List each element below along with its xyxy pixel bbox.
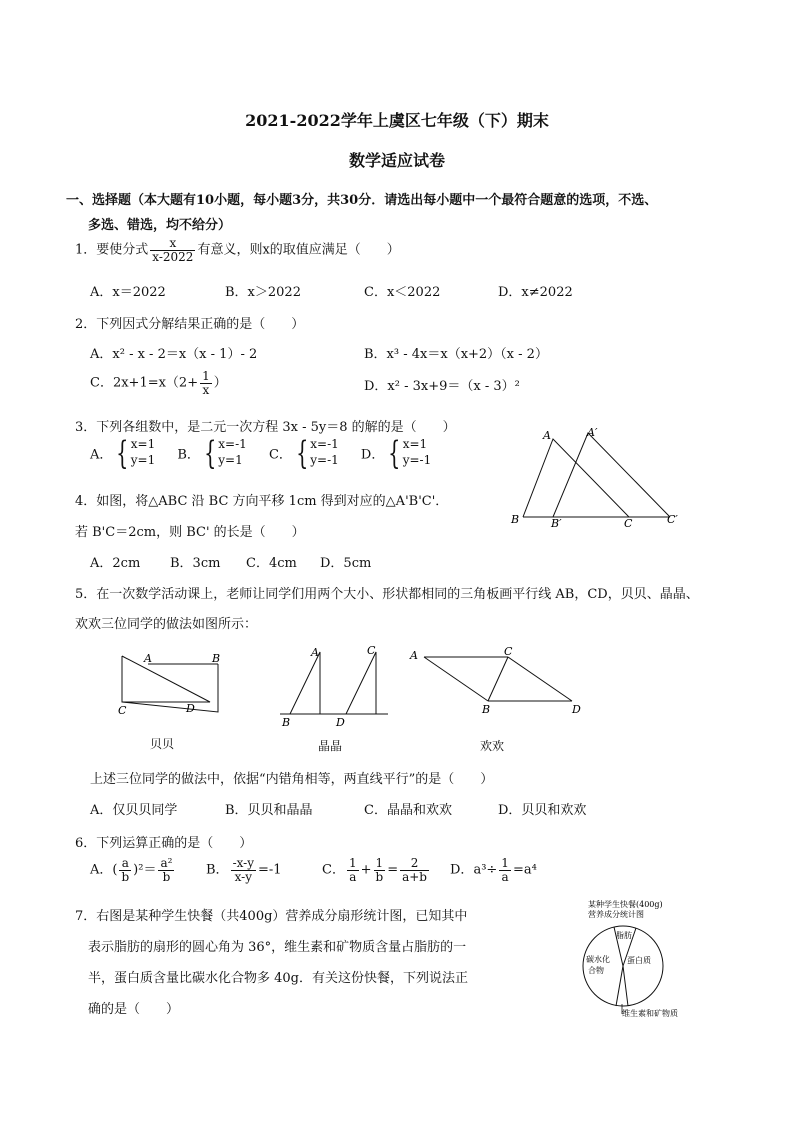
q7-stem-l3: 半，蛋白质含量比碳水化合物多 40g．有关这份快餐，下列说法正 — [88, 971, 468, 986]
q2-option-b: B．x³ - 4x＝x（x+2）（x - 2） — [364, 347, 548, 362]
q6-c-1-den: a — [349, 869, 357, 884]
q3-a-system — [131, 437, 155, 468]
q3-c-eq1: x=-1 — [310, 437, 339, 452]
beibei-label-c: C — [118, 704, 127, 717]
huanhuan-label-d: D — [572, 703, 581, 716]
q5-stem-cont: 欢欢三位同学的做法如图所示： — [75, 617, 258, 632]
q7-stem-l2: 表示脂肪的扇形的圆心角为 36°，维生素和矿物质含量占脂肪的一 — [88, 940, 467, 955]
q3-b-eq2: y=1 — [218, 453, 243, 467]
pie-divider-3 — [623, 966, 628, 1006]
brace-icon: { — [388, 434, 401, 472]
q6-d-num: 1 — [501, 856, 509, 870]
pie-divider-4 — [616, 966, 623, 1006]
beibei-caption: 贝贝 — [150, 737, 175, 751]
q3-c-label: C． — [268, 447, 292, 463]
slice-label-vitamin: 维生素和矿物质 — [622, 1009, 678, 1018]
q6-d-label: D． — [450, 862, 474, 878]
huanhuan-figure — [406, 645, 586, 717]
section-heading-cont: 多选、错选，均不给分） — [88, 218, 232, 233]
q1-frac-den: x-2022 — [152, 249, 194, 264]
triangle-abc — [523, 439, 629, 517]
q6-option-b — [206, 857, 282, 883]
q1-fraction — [150, 237, 195, 263]
label-b-prime: B′ — [551, 517, 562, 530]
q1-stem-pre: 1．要使分式 — [75, 242, 149, 258]
jingjing-triangle-2 — [346, 652, 376, 714]
huanhuan-label-c: C — [504, 645, 513, 658]
q2-optc-post: ） — [213, 375, 227, 391]
q6-c-plus: + — [360, 862, 372, 878]
q6-b-den: x-y — [234, 869, 252, 884]
jingjing-label-c: C — [367, 644, 376, 657]
label-a-prime: A′ — [587, 426, 598, 439]
q3-d-eq2: y=-1 — [402, 453, 432, 467]
q6-a-res-num: a² — [160, 856, 173, 870]
huanhuan-label-a: A — [410, 649, 418, 662]
q6-c-eq: = — [387, 862, 399, 878]
exam-title: 2021-2022学年上虞区七年级（下）期末 — [245, 111, 549, 130]
q6-c-label: C． — [322, 862, 345, 878]
q5-question: 上述三位同学的做法中，依据“内错角相等，两直线平行”的是（ ） — [90, 772, 494, 787]
q3-a-eq1: x=1 — [130, 437, 156, 452]
q1-frac-num: x — [150, 237, 195, 251]
q5-option-c: C．晶晶和欢欢 — [364, 803, 452, 818]
q3-b-label: B． — [177, 447, 200, 463]
label-b: B — [511, 513, 520, 526]
beibei-label-a: A — [144, 652, 152, 665]
pie-title-l1: 某种学生快餐(400g) — [588, 900, 663, 909]
q6-option-d — [450, 857, 537, 883]
q6-c-frac3 — [400, 857, 429, 883]
section-heading: 一、选择题（本大题有10小题，每小题3分，共30分．请选出每小题中一个最符合题意的选项，不选、 — [66, 193, 658, 208]
q6-d-result: =a⁴ — [512, 862, 537, 878]
q6-c-frac1 — [347, 857, 359, 883]
label-c-prime: C′ — [667, 513, 678, 526]
q5-option-a: A．仅贝贝同学 — [90, 803, 178, 818]
q1-option-c: C．x＜2022 — [364, 285, 441, 300]
jingjing-label-a: A — [311, 646, 319, 659]
slice-label-carb-l2: 合物 — [588, 966, 604, 975]
q6-a-result — [158, 857, 174, 883]
exam-subtitle: 数学适应试卷 — [348, 151, 445, 170]
q4-stem-cont: 若 B'C＝2cm，则 BC' 的长是（ ） — [75, 525, 305, 540]
q6-a-base-num: a — [119, 857, 131, 871]
q6-option-c — [322, 857, 431, 883]
q3-option-a — [90, 434, 156, 472]
nutrition-pie-chart — [578, 896, 708, 1024]
q6-d-pre: a³÷ — [473, 862, 498, 878]
brace-icon: { — [116, 434, 129, 472]
q5-stem: 5．在一次数学活动课上，老师让同学们用两个大小、形状都相同的三角板画平行线 AB，CD，贝贝、晶晶、 — [75, 587, 699, 602]
q6-a-label: A． — [90, 862, 113, 878]
huanhuan-caption: 欢欢 — [480, 739, 505, 753]
beibei-label-b: B — [212, 652, 221, 665]
beibei-triangle-1 — [122, 656, 210, 702]
q6-c-2-num: 1 — [374, 857, 386, 871]
q6-a-eq: ²＝ — [138, 862, 157, 878]
q1-option-a: A．x＝2022 — [90, 285, 166, 300]
q6-b-num: -x-y — [232, 856, 255, 870]
q6-d-fraction — [499, 857, 511, 883]
q6-c-2-den: b — [375, 869, 384, 884]
q7-stem-l1: 7．右图是某种学生快餐（共400g）营养成分扇形统计图，已知其中 — [75, 909, 468, 924]
q1-stem-post: 有意义，则x的取值应满足（ ） — [197, 242, 400, 258]
q3-stem: 3．下列各组数中，是二元一次方程 3x - 5y＝8 的解的是（ ） — [75, 420, 456, 435]
q6-a-base — [119, 857, 131, 883]
label-c: C — [624, 517, 633, 530]
q2-option-d: D．x² - 3x+9＝（x - 3）² — [364, 379, 520, 394]
q3-d-eq1: x=1 — [402, 437, 428, 452]
q3-a-eq2: y=1 — [130, 453, 156, 467]
q5-option-d: D．贝贝和欢欢 — [498, 803, 587, 818]
triangle-a2b2c2 — [553, 433, 670, 517]
q3-b-system — [218, 437, 247, 468]
pie-title-l2: 营养成分统计图 — [588, 910, 644, 919]
slice-label-protein: 蛋白质 — [627, 956, 651, 965]
translation-triangle-figure — [505, 425, 685, 530]
q6-c-3-num: 2 — [400, 857, 429, 871]
q2-optc-pre: C．2x+1=x（2+ — [90, 375, 199, 391]
beibei-label-d: D — [186, 702, 195, 715]
q6-d-den: a — [501, 869, 509, 884]
q6-option-a: A．( $\frac{a}{b}$ )²＝ $\frac{\text{a²}}{b}$ — [90, 856, 173, 884]
q6-c-frac2 — [374, 857, 386, 883]
q4-option-b: B．3cm — [170, 556, 221, 571]
q6-b-fraction — [231, 857, 256, 883]
q6-c-1-num: 1 — [348, 856, 357, 870]
q2-option-c — [90, 370, 227, 396]
q7-stem-l4: 确的是（ ） — [88, 1002, 180, 1017]
q1-stem — [75, 237, 400, 263]
q3-d-label: D． — [360, 447, 385, 463]
q3-c-system — [310, 437, 339, 468]
q3-d-system — [403, 437, 432, 468]
beibei-figure — [112, 648, 234, 718]
jingjing-triangle-1 — [290, 652, 320, 714]
brace-icon: { — [203, 434, 217, 472]
q3-a-label: A． — [90, 447, 113, 463]
slice-label-fat: 脂肪 — [616, 931, 632, 940]
q2-optc-den: x — [202, 382, 210, 397]
jingjing-label-d: D — [336, 716, 345, 729]
q4-stem: 4．如图，将△ABC 沿 BC 方向平移 1cm 得到对应的△A'B'C'． — [75, 494, 449, 509]
label-a: A — [543, 429, 551, 442]
q3-b-eq1: x=-1 — [218, 437, 247, 452]
q6-a-res-den: b — [162, 869, 171, 884]
q2-option-a: A．x² - x - 2＝x（x - 1）- 2 — [90, 347, 258, 362]
jingjing-figure — [276, 640, 396, 730]
huanhuan-line-cd — [508, 657, 572, 701]
q2-optc-fraction — [200, 370, 212, 396]
huanhuan-line-ab — [424, 657, 488, 701]
q6-b-label: B． — [206, 862, 229, 878]
q4-option-a: A．2cm — [90, 556, 141, 571]
q6-b-result: =-1 — [258, 862, 282, 878]
q4-option-c: C．4cm — [246, 556, 297, 571]
q1-option-d: D．x≠2022 — [498, 285, 573, 300]
q3-option-d — [360, 434, 432, 472]
huanhuan-label-b: B — [482, 703, 491, 716]
huanhuan-line-cb — [488, 657, 508, 701]
q2-optc-num: 1 — [202, 369, 210, 383]
q6-stem: 6．下列运算正确的是（ ） — [75, 836, 253, 851]
jingjing-label-b: B — [282, 716, 291, 729]
q3-c-eq2: y=-1 — [310, 453, 339, 467]
q6-a-base-den: b — [121, 869, 130, 884]
q1-option-b: B．x＞2022 — [225, 285, 301, 300]
q3-option-b — [177, 434, 247, 472]
q4-option-d: D．5cm — [320, 556, 372, 571]
jingjing-caption: 晶晶 — [318, 739, 343, 753]
q5-option-b: B．贝贝和晶晶 — [225, 803, 313, 818]
q2-stem: 2．下列因式分解结果正确的是（ ） — [75, 317, 305, 332]
q3-option-c — [268, 434, 339, 472]
slice-label-carb-l1: 碳水化 — [586, 955, 610, 964]
beibei-triangle-2 — [122, 664, 218, 712]
q3-options — [90, 434, 432, 472]
q6-c-3-den: a+b — [402, 869, 427, 884]
brace-icon: { — [295, 434, 309, 472]
